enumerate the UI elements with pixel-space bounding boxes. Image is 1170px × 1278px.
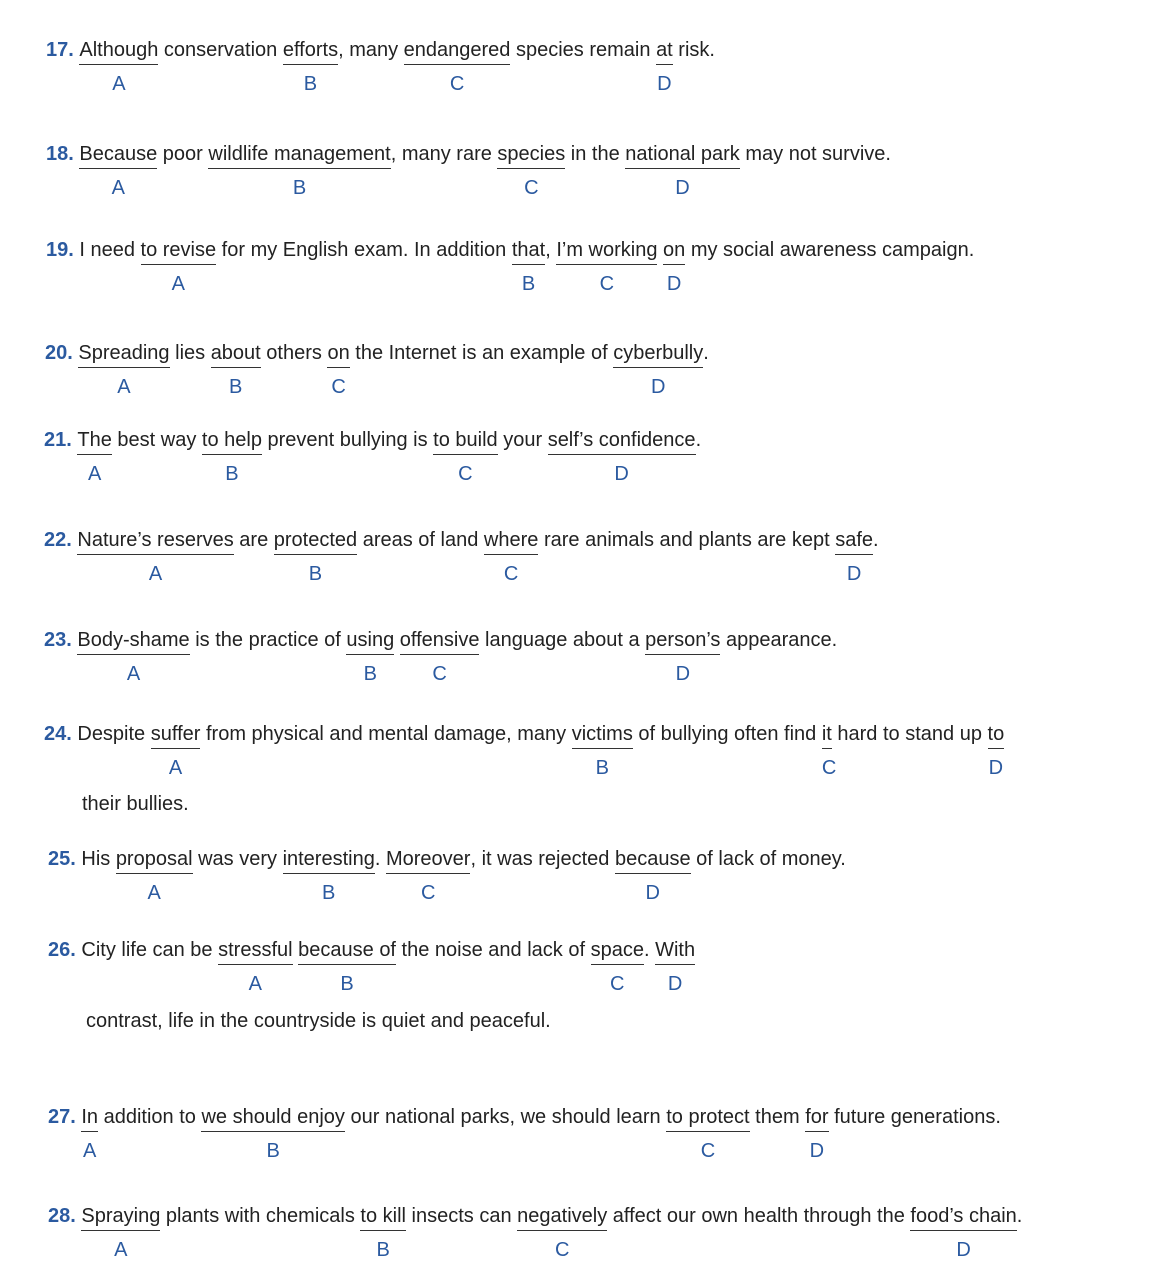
option-label-c: C	[821, 757, 837, 779]
underlined-option	[77, 628, 190, 685]
underlined-option	[273, 528, 358, 585]
sentence-text: poor	[157, 143, 209, 165]
sentence-text: your	[497, 429, 548, 451]
underlined-option	[614, 847, 691, 904]
option-label-d: D	[675, 663, 691, 685]
question-line	[48, 847, 846, 904]
option-label-d: D	[846, 563, 862, 585]
underlined-option	[78, 341, 170, 398]
option-text: to	[987, 723, 1005, 745]
sentence-text: .	[703, 342, 709, 364]
option-label-b: B	[303, 73, 318, 95]
option-text: Nature’s reserves	[77, 529, 234, 551]
option-text: Spraying	[81, 1205, 161, 1227]
option-label-a: A	[111, 177, 125, 199]
underlined-option	[210, 341, 261, 398]
sentence-text: rare animals and plants are kept	[538, 529, 836, 551]
option-label-b: B	[292, 177, 307, 199]
option-text: victims	[571, 723, 633, 745]
underlined-option	[399, 628, 480, 685]
option-label-a: A	[83, 1140, 97, 1162]
underlined-option	[115, 847, 193, 904]
sentence-text: , it was rejected	[470, 848, 615, 870]
sentence-text: , many	[338, 39, 404, 61]
option-text: because	[614, 848, 691, 870]
underlined-option	[613, 341, 704, 398]
option-text: Spreading	[78, 342, 170, 364]
sentence-text: , many rare	[390, 143, 498, 165]
underlined-option	[497, 142, 566, 199]
option-label-c: C	[554, 1239, 570, 1261]
underlined-option	[403, 38, 511, 95]
underlined-option	[590, 938, 644, 995]
underlined-option	[385, 847, 471, 904]
option-label-c: C	[432, 663, 447, 685]
option-text: for	[805, 1106, 829, 1128]
option-text: at	[656, 39, 673, 61]
sentence-text: .	[695, 429, 702, 451]
option-text: national park	[625, 143, 740, 165]
underlined-option	[79, 38, 159, 95]
underlined-option	[645, 628, 721, 685]
option-label-b: B	[229, 376, 243, 398]
question-number: 21.	[44, 429, 72, 451]
option-label-c: C	[331, 376, 346, 398]
option-text: offensive	[399, 629, 480, 651]
sentence-text: .	[374, 848, 386, 870]
option-text: Moreover	[385, 848, 471, 870]
question-number: 20.	[45, 342, 73, 364]
option-text: to protect	[666, 1106, 750, 1128]
sentence-text: .	[643, 939, 656, 961]
option-text: to help	[201, 429, 262, 451]
underlined-option	[77, 428, 112, 485]
underlined-option	[77, 528, 234, 585]
question-line	[44, 428, 702, 485]
question-number: 25.	[48, 848, 76, 870]
option-text: to build	[433, 429, 498, 451]
option-label-b: B	[521, 273, 536, 295]
underlined-option	[835, 528, 874, 585]
option-text: self’s confidence	[547, 429, 696, 451]
sentence-text: addition to	[98, 1106, 202, 1128]
option-label-a: A	[248, 973, 263, 995]
option-label-d: D	[809, 1140, 825, 1162]
option-label-a: A	[147, 882, 161, 904]
sentence-text: City life can be	[75, 939, 219, 961]
sentence-text: best way	[111, 429, 202, 451]
option-label-c: C	[503, 563, 519, 585]
question-line	[48, 1204, 1023, 1261]
option-text: stressful	[218, 939, 293, 961]
question-number: 23.	[44, 629, 72, 651]
option-label-a: A	[168, 757, 183, 779]
sentence-text: affect our own health through the	[607, 1205, 911, 1227]
option-text: wildlife management	[208, 143, 391, 165]
question-number: 24.	[44, 723, 72, 745]
underlined-option	[805, 1105, 829, 1162]
underlined-option	[821, 722, 837, 779]
sentence-text: others	[260, 342, 328, 364]
sentence-text: are	[233, 529, 274, 551]
sentence-text: Despite	[71, 723, 151, 745]
option-label-b: B	[376, 1239, 390, 1261]
sentence-text: insects can	[405, 1205, 518, 1227]
question-number: 27.	[48, 1106, 76, 1128]
option-text: With	[655, 939, 696, 961]
underlined-option	[517, 1204, 608, 1261]
sentence-text: is the practice of	[189, 629, 347, 651]
option-label-d: D	[675, 177, 690, 199]
option-text: on	[327, 342, 350, 364]
option-label-b: B	[363, 663, 377, 685]
option-label-b: B	[266, 1140, 280, 1162]
sentence-text: .	[873, 529, 879, 551]
option-text: to kill	[360, 1205, 406, 1227]
sentence-text: plants with chemicals	[160, 1205, 361, 1227]
question-line	[44, 628, 838, 685]
option-text: it	[821, 723, 832, 745]
underlined-option	[218, 938, 293, 995]
underlined-option	[140, 238, 217, 295]
question-line	[44, 528, 879, 585]
question-line	[46, 38, 715, 95]
question-number: 17.	[46, 39, 74, 61]
option-label-a: A	[126, 663, 141, 685]
option-label-b: B	[308, 563, 323, 585]
sentence-text: ,	[545, 239, 557, 261]
option-label-b: B	[225, 463, 239, 485]
option-label-d: D	[988, 757, 1004, 779]
underlined-option	[282, 38, 339, 95]
question-number: 22.	[44, 529, 72, 551]
underlined-option	[150, 722, 201, 779]
option-text: suffer	[150, 723, 201, 745]
sentence-text: prevent bullying is	[261, 429, 434, 451]
option-text: Because	[79, 143, 158, 165]
option-text: we should enjoy	[201, 1106, 345, 1128]
option-label-a: A	[148, 563, 163, 585]
underlined-option	[360, 1204, 406, 1261]
option-label-a: A	[114, 1239, 128, 1261]
question-number: 18.	[46, 143, 74, 165]
option-text: The	[77, 429, 112, 451]
sentence-text: .	[1016, 1205, 1023, 1227]
option-label-c: C	[420, 882, 436, 904]
underlined-option	[201, 428, 262, 485]
option-label-d: D	[667, 973, 683, 995]
question-line	[48, 1105, 1001, 1162]
underlined-option	[571, 722, 633, 779]
underlined-option	[81, 1105, 99, 1162]
sentence-text: of bullying often find	[632, 723, 822, 745]
option-text: In	[81, 1106, 99, 1128]
option-label-c: C	[610, 973, 625, 995]
option-text: Although	[79, 39, 159, 61]
sentence-text: for my English exam. In addition	[216, 239, 512, 261]
sentence-text: them	[749, 1106, 806, 1128]
question-line	[44, 722, 1005, 779]
underlined-option	[511, 238, 546, 295]
sentence-continuation: their bullies.	[82, 793, 189, 815]
option-label-d: D	[956, 1239, 971, 1261]
sentence-text: conservation	[158, 39, 283, 61]
underlined-option	[547, 428, 696, 485]
option-label-b: B	[595, 757, 609, 779]
underlined-option	[556, 238, 658, 295]
underlined-option	[208, 142, 391, 199]
question-number: 28.	[48, 1205, 76, 1227]
underlined-option	[666, 1105, 750, 1162]
option-text: negatively	[517, 1205, 608, 1227]
question-number: 19.	[46, 239, 74, 261]
sentence-text: future generations.	[828, 1106, 1001, 1128]
sentence-continuation: contrast, life in the countryside is quiet and peaceful.	[86, 1010, 551, 1032]
underlined-option	[433, 428, 498, 485]
sentence-text: appearance.	[720, 629, 838, 651]
question-line	[46, 238, 975, 295]
option-text: proposal	[115, 848, 193, 870]
option-text: safe	[835, 529, 874, 551]
option-text: about	[210, 342, 261, 364]
sentence-text: our national parks, we should learn	[344, 1106, 667, 1128]
option-text: where	[483, 529, 539, 551]
option-label-c: C	[458, 463, 473, 485]
sentence-text: hard to stand up	[831, 723, 988, 745]
underlined-option	[483, 528, 539, 585]
sentence-text: may not survive.	[739, 143, 891, 165]
option-text: Body-shame	[77, 629, 190, 651]
sentence-text: I need	[73, 239, 141, 261]
question-line	[46, 142, 891, 199]
underlined-option	[656, 38, 673, 95]
sentence-text: in the	[565, 143, 626, 165]
option-text: space	[590, 939, 644, 961]
option-text: I’m working	[556, 239, 658, 261]
underlined-option	[282, 847, 375, 904]
sentence-text: the noise and lack of	[396, 939, 591, 961]
option-label-a: A	[112, 73, 126, 95]
option-text: to revise	[140, 239, 217, 261]
sentence-text: of lack of money.	[690, 848, 846, 870]
option-text: cyberbully	[613, 342, 704, 364]
option-text: using	[346, 629, 395, 651]
underlined-option	[79, 142, 158, 199]
sentence-text: language about a	[479, 629, 646, 651]
option-label-d: D	[645, 882, 660, 904]
option-label-d: D	[651, 376, 666, 398]
underlined-option	[81, 1204, 161, 1261]
underlined-option	[655, 938, 696, 995]
sentence-text: lies	[169, 342, 211, 364]
sentence-text: species remain	[510, 39, 657, 61]
sentence-text: was very	[192, 848, 283, 870]
option-text: protected	[273, 529, 358, 551]
option-label-c: C	[700, 1140, 716, 1162]
option-label-b: B	[340, 973, 354, 995]
underlined-option	[201, 1105, 345, 1162]
question-line	[48, 938, 696, 995]
sentence-text: my social awareness campaign.	[685, 239, 975, 261]
option-text: food’s chain	[910, 1205, 1017, 1227]
option-label-b: B	[322, 882, 336, 904]
option-text: interesting	[282, 848, 375, 870]
option-label-a: A	[87, 463, 102, 485]
option-text: that	[511, 239, 546, 261]
option-label-c: C	[524, 177, 539, 199]
sentence-text: risk.	[672, 39, 715, 61]
underlined-option	[987, 722, 1005, 779]
underlined-option	[298, 938, 396, 995]
option-text: efforts	[282, 39, 339, 61]
option-text: species	[497, 143, 566, 165]
underlined-option	[910, 1204, 1017, 1261]
option-text: person’s	[645, 629, 721, 651]
option-label-d: D	[614, 463, 629, 485]
underlined-option	[663, 238, 686, 295]
question-line	[45, 341, 709, 398]
option-label-a: A	[117, 376, 131, 398]
underlined-option	[327, 341, 350, 398]
underlined-option	[625, 142, 740, 199]
option-text: on	[663, 239, 686, 261]
sentence-text: the Internet is an example of	[349, 342, 614, 364]
sentence-text: His	[75, 848, 116, 870]
option-label-d: D	[666, 273, 682, 295]
option-label-a: A	[171, 273, 185, 295]
option-text: endangered	[403, 39, 511, 61]
underlined-option	[346, 628, 395, 685]
option-label-d: D	[657, 73, 672, 95]
sentence-text: from physical and mental damage, many	[200, 723, 572, 745]
question-number: 26.	[48, 939, 76, 961]
sentence-text: areas of land	[357, 529, 484, 551]
option-text: because of	[298, 939, 396, 961]
option-label-c: C	[449, 73, 465, 95]
option-label-c: C	[599, 273, 615, 295]
